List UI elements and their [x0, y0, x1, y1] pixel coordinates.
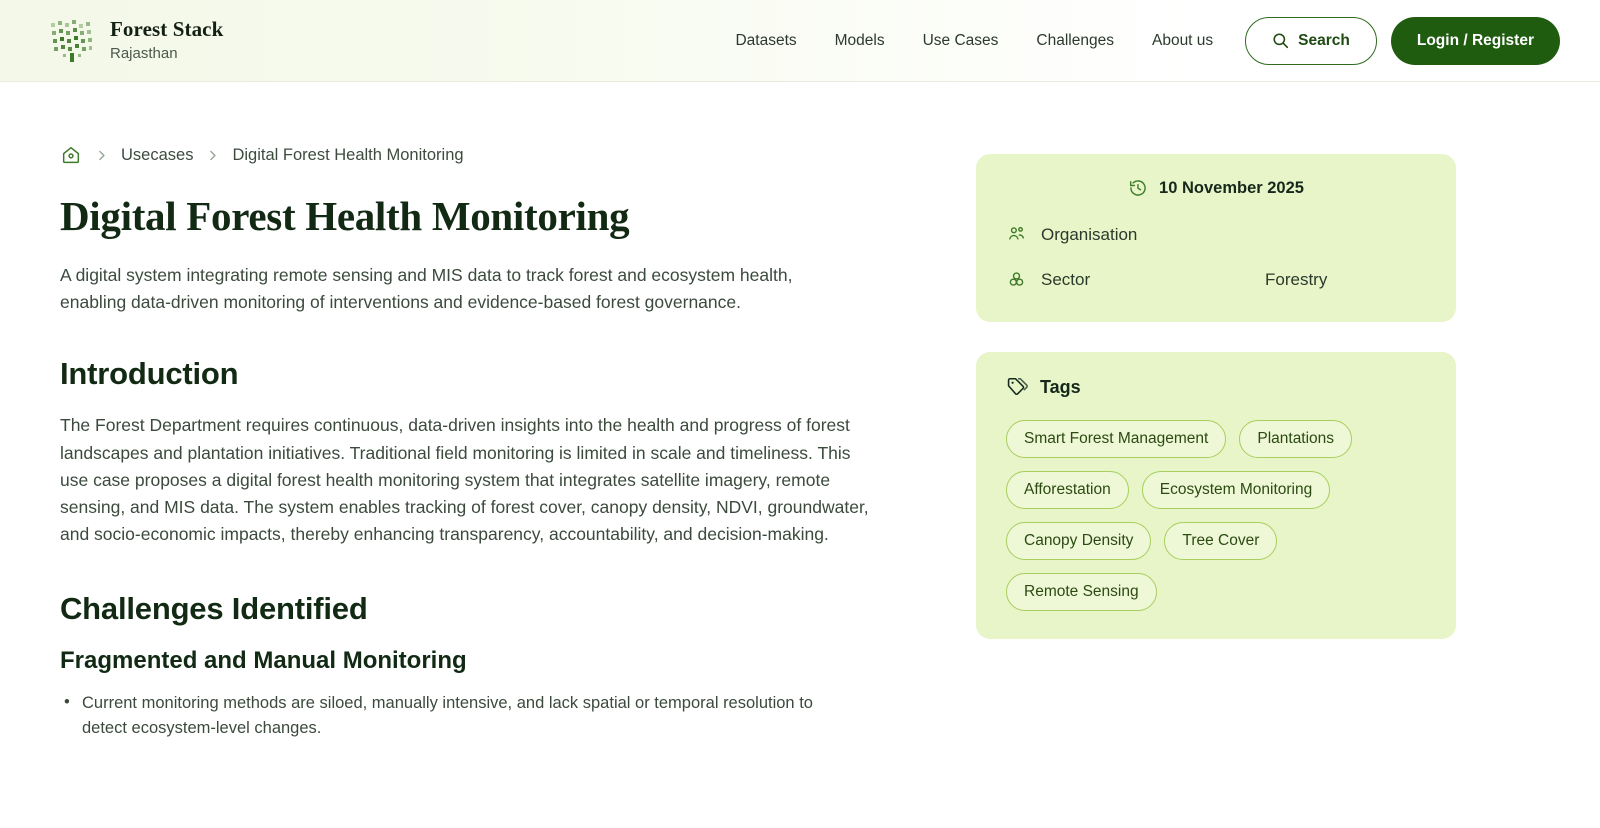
brand-logo-link[interactable] — [48, 17, 223, 65]
tag-chip[interactable]: Afforestation — [1006, 471, 1129, 509]
people-group-icon — [1006, 224, 1027, 245]
introduction-body: The Forest Department requires continuous, data-driven insights into the health and progress of forest landscapes and plantation initiatives. Traditional field monitoring is limited in scale and timeliness. This use case proposes a digital forest health monitoring system that integrates satellite imagery, remote sensing, and MIS data. The system enables tracking of forest cover, canopy density, NDVI, groundwater, and socio-economic impacts, thereby enhancing transparency, accountability, and decision-making. — [60, 415, 869, 545]
meta-row-sector — [1006, 269, 1426, 290]
page-summary: A digital system integrating remote sensing and MIS data to track forest and ecosystem health, enabling data-driven monitoring of interventions and evidence-based forest governance. — [60, 265, 793, 313]
tags-card — [976, 352, 1456, 639]
page-title: Digital Forest Health Monitoring — [60, 193, 630, 239]
meta-value-sector: Forestry — [1265, 269, 1328, 289]
nav-item-datasets[interactable]: Datasets — [735, 31, 797, 49]
tag-chip[interactable]: Canopy Density — [1006, 522, 1151, 560]
nav-item-challenges[interactable]: Challenges — [1036, 31, 1114, 49]
main-nav — [735, 32, 1213, 50]
page-body — [0, 82, 1600, 742]
nav-item-use-cases[interactable]: Use Cases — [922, 31, 999, 49]
tag-chip[interactable]: Smart Forest Management — [1006, 420, 1226, 458]
tag-chip[interactable]: Remote Sensing — [1006, 573, 1157, 611]
tag-chip[interactable]: Tree Cover — [1164, 522, 1277, 560]
list-item: • Current monitoring methods are siloed, manually intensive, and lack spatial or temporal resolution to detect ecosystem-level changes. — [64, 691, 824, 742]
tags-heading-row — [1006, 376, 1426, 398]
introduction-heading: Introduction — [60, 356, 239, 392]
tag-list — [1006, 420, 1426, 611]
meta-label-organisation: Organisation — [1041, 224, 1138, 244]
home-icon[interactable] — [60, 144, 82, 166]
breadcrumb-separator-1 — [95, 149, 108, 162]
breadcrumb — [60, 144, 920, 166]
breadcrumb-separator-2 — [206, 149, 219, 162]
history-clock-icon — [1128, 178, 1148, 198]
nav-item-about-us[interactable]: About us — [1151, 31, 1214, 49]
breadcrumb-item-current: Digital Forest Health Monitoring — [232, 145, 464, 164]
forest-grid-logo-icon — [48, 17, 96, 65]
brand-subtitle: Rajasthan — [110, 45, 178, 63]
meta-label-sector: Sector — [1041, 269, 1091, 289]
tags-heading: Tags — [1040, 376, 1081, 397]
tag-chip[interactable]: Plantations — [1239, 420, 1352, 458]
site-header — [0, 0, 1600, 82]
tag-icon — [1006, 376, 1028, 398]
challenge-subheading: Fragmented and Manual Monitoring — [60, 646, 467, 674]
sector-circles-icon — [1006, 269, 1027, 290]
meta-row-organisation — [1006, 224, 1426, 245]
login-register-button[interactable]: Login / Register — [1391, 17, 1560, 65]
published-date-value: 10 November 2025 — [1159, 178, 1304, 197]
header-actions — [1245, 17, 1560, 65]
search-icon — [1272, 32, 1289, 49]
search-button-label: Search — [1298, 31, 1350, 49]
tag-chip[interactable]: Ecosystem Monitoring — [1142, 471, 1330, 509]
breadcrumb-item-usecases[interactable]: Usecases — [121, 145, 194, 164]
challenges-heading: Challenges Identified — [60, 590, 368, 626]
nav-item-models[interactable]: Models — [834, 31, 885, 49]
search-button[interactable] — [1245, 17, 1377, 65]
published-date — [1006, 178, 1426, 198]
metadata-card — [976, 154, 1456, 322]
main-content — [60, 144, 920, 742]
sidebar — [976, 144, 1456, 742]
challenge-bullet-list — [60, 691, 920, 742]
brand-title: Forest Stack — [110, 17, 224, 42]
